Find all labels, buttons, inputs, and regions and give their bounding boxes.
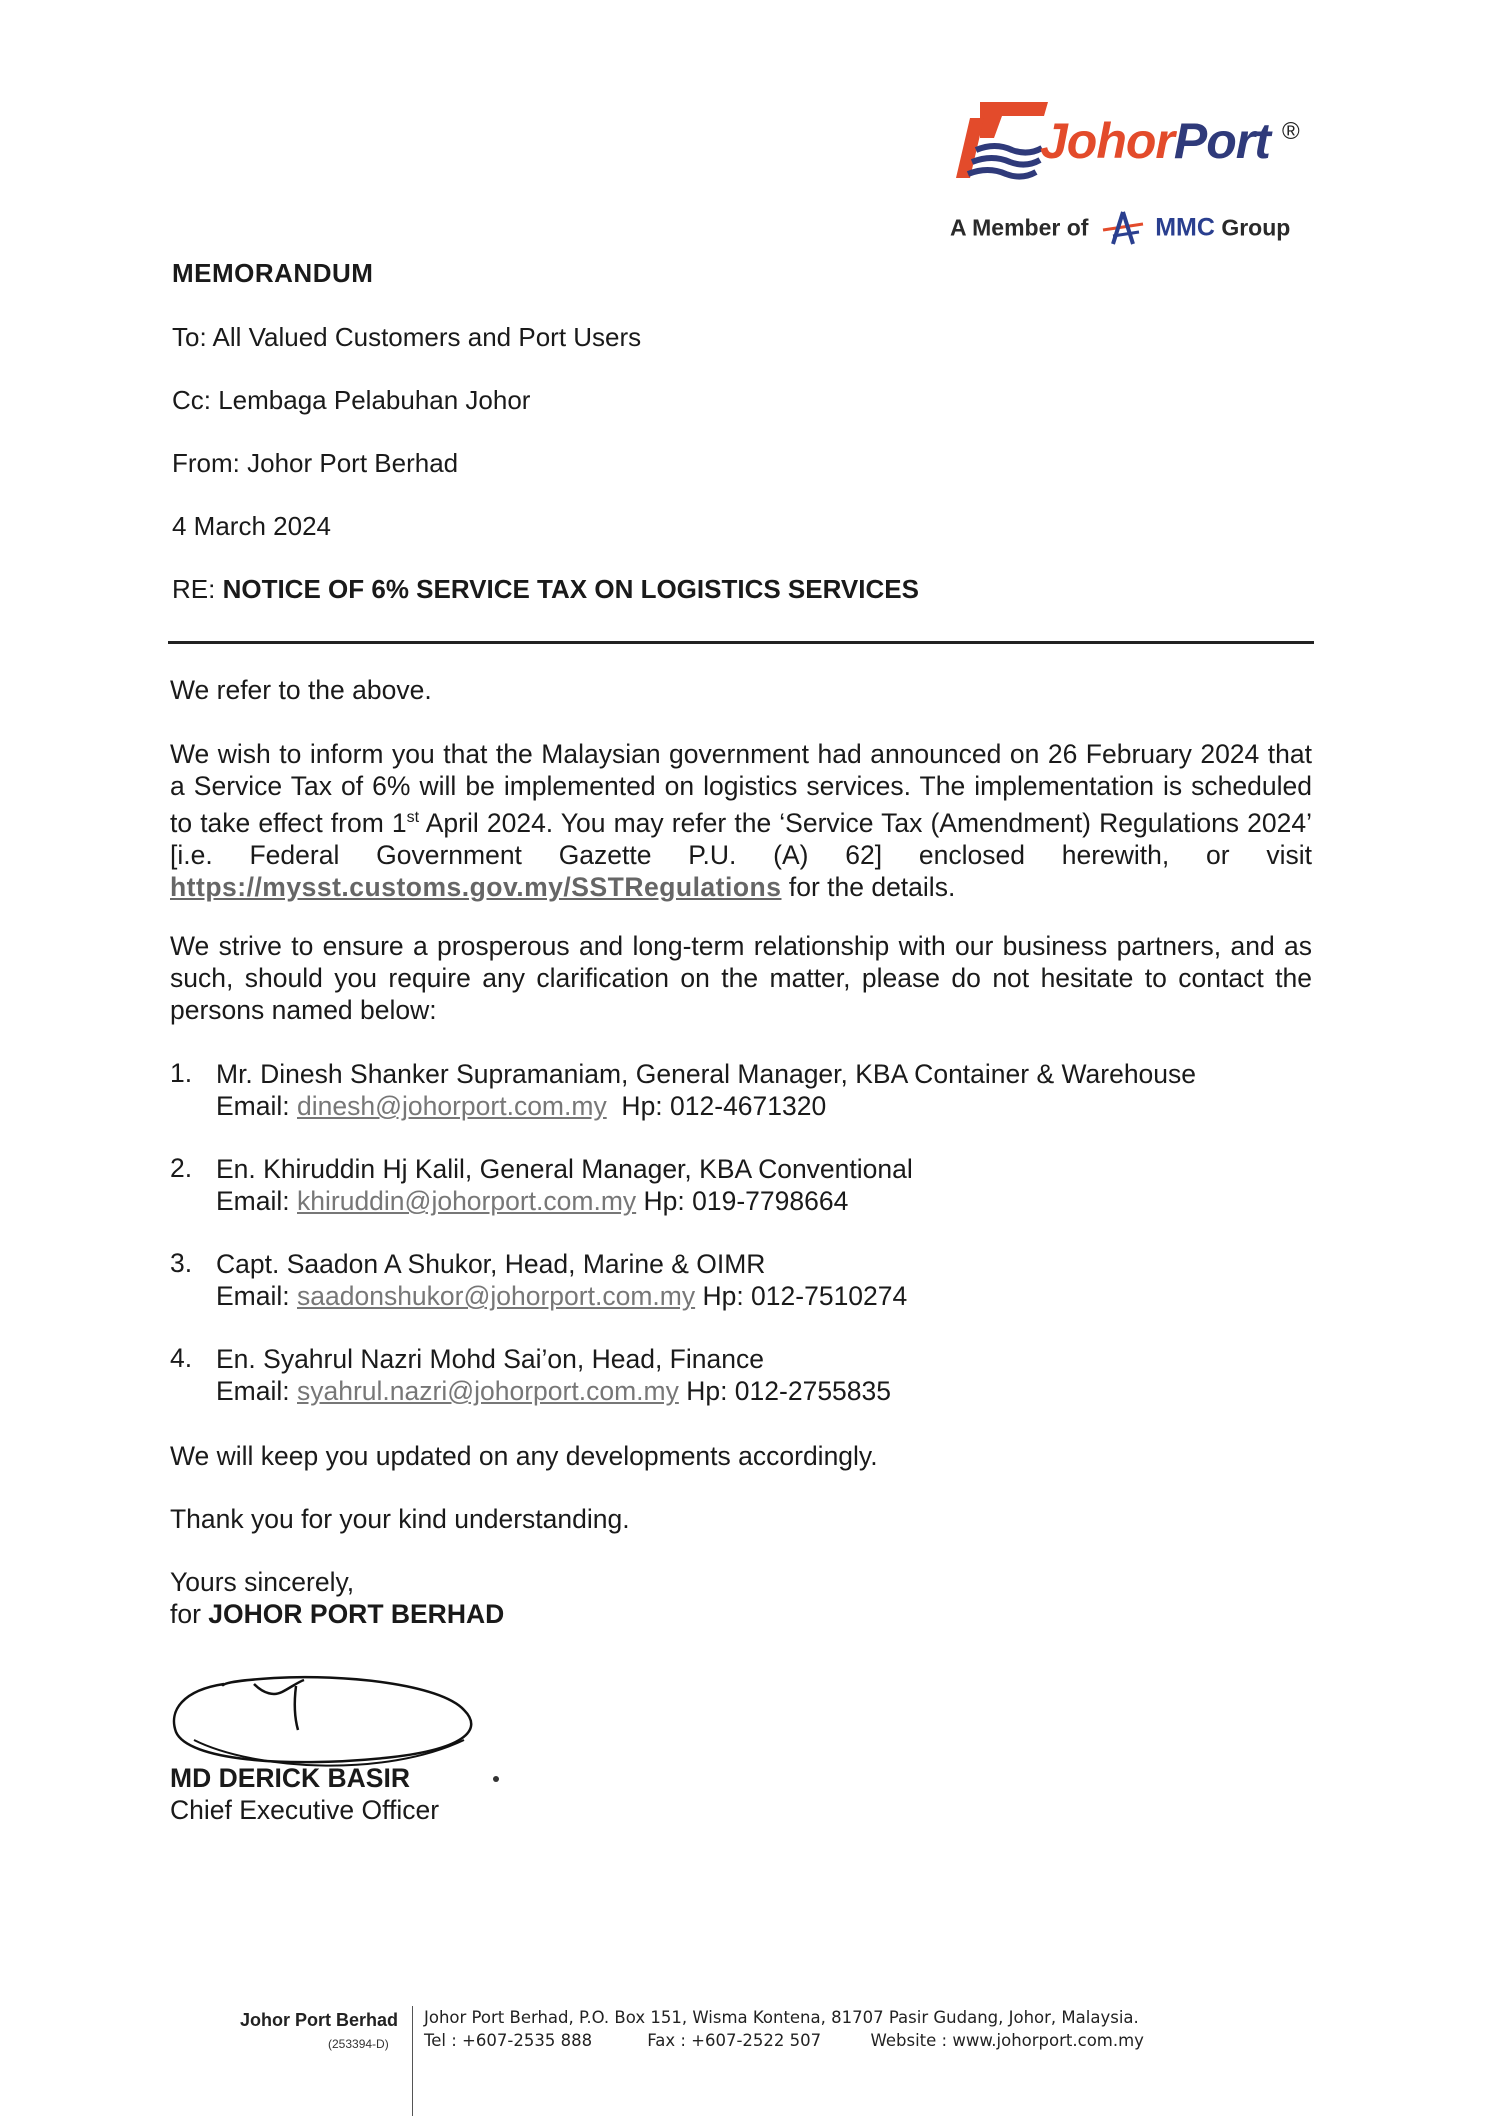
- list-number: 4.: [170, 1343, 193, 1373]
- contact-phone: Hp: 012-2755835: [678, 1376, 892, 1406]
- footer-address: Johor Port Berhad, P.O. Box 151, Wisma Kontena, 81707 Pasir Gudang, Johor, Malaysia.: [424, 2008, 1139, 2027]
- email-label: Email:: [216, 1281, 297, 1311]
- memo-title: MEMORANDUM: [172, 258, 374, 288]
- p1-text-c: for the details.: [781, 871, 956, 902]
- signatory-name: [170, 1762, 1312, 1794]
- registered-mark: ®: [1282, 118, 1300, 145]
- for-prefix: for: [170, 1599, 209, 1629]
- mmc-logo-icon: [1099, 210, 1145, 246]
- contact-name: En. Khiruddin Hj Kalil, General Manager, KBA Conventional: [216, 1154, 913, 1184]
- contact-details: [216, 1185, 913, 1217]
- footer-fax: Fax : +607-2522 507: [647, 2031, 822, 2050]
- footer-tel: Tel : +607-2535 888: [424, 2031, 593, 2050]
- contact-phone: Hp: 012-7510274: [695, 1281, 908, 1311]
- update-note: We will keep you updated on any developments accordingly.: [170, 1441, 878, 1471]
- member-prefix: A Member of: [950, 214, 1089, 241]
- contact-email-link[interactable]: khiruddin@johorport.com.my: [297, 1186, 637, 1216]
- footer-registration: (253394-D): [328, 2037, 389, 2051]
- footer-divider: [412, 2006, 413, 2116]
- tax-notice-paragraph: [170, 738, 1312, 903]
- sst-regulations-link[interactable]: https://mysst.customs.gov.my/SSTRegulations: [170, 871, 782, 902]
- contact-name: Capt. Saadon A Shukor, Head, Marine & OIMR: [216, 1249, 766, 1279]
- johorport-logo-icon: [950, 98, 1050, 190]
- relationship-paragraph: We strive to ensure a prosperous and long-term relationship with our business partners, and as such, should you require any clarification on the matter, please do not hesitate to contact the persons named below:: [170, 931, 1312, 1025]
- list-item: [216, 1058, 1196, 1122]
- re-subject: NOTICE OF 6% SERVICE TAX ON LOGISTICS SERVICES: [222, 574, 919, 604]
- company-sign-off: [170, 1598, 1312, 1630]
- footer-website[interactable]: Website : www.johorport.com.my: [870, 2031, 1144, 2050]
- signatory-position: Chief Executive Officer: [170, 1795, 440, 1825]
- email-label: Email:: [216, 1186, 297, 1216]
- member-group-suffix: Group: [1221, 214, 1291, 241]
- mmc-name: MMC: [1155, 213, 1215, 242]
- contact-phone: Hp: 019-7798664: [636, 1186, 849, 1216]
- signatory: MD DERICK BASIR: [170, 1763, 410, 1793]
- contact-details: [216, 1375, 891, 1407]
- brand-wordmark: [1040, 112, 1270, 170]
- member-of-line: [950, 210, 1290, 246]
- contact-email-link[interactable]: dinesh@johorport.com.my: [297, 1091, 607, 1121]
- contact-email-link[interactable]: syahrul.nazri@johorport.com.my: [297, 1376, 679, 1406]
- p1-text-b: April 2024. You may refer the ‘Service Tax (Amendment) Regulations 2024’ [i.e. Federal Government Gazette P.U. (A) 62] enclosed herewith, or visit: [170, 807, 1312, 870]
- list-item: [216, 1343, 891, 1407]
- list-number: 2.: [170, 1153, 193, 1183]
- sign-off: Yours sincerely,: [170, 1567, 355, 1597]
- contact-phone: Hp: 012-4671320: [606, 1091, 827, 1121]
- memo-date: 4 March 2024: [172, 511, 331, 541]
- contact-name: En. Syahrul Nazri Mohd Sai’on, Head, Finance: [216, 1344, 764, 1374]
- re-prefix: RE:: [172, 574, 223, 604]
- contact-details: [216, 1090, 1196, 1122]
- list-number: 1.: [170, 1058, 193, 1088]
- email-label: Email:: [216, 1091, 297, 1121]
- list-number: 3.: [170, 1248, 193, 1278]
- header-divider: [168, 641, 1314, 644]
- p1-superscript: st: [406, 809, 420, 826]
- contact-email-link[interactable]: saadonshukor@johorport.com.my: [297, 1281, 696, 1311]
- footer-company: Johor Port Berhad: [240, 2010, 399, 2030]
- ink-dot: [493, 1776, 499, 1782]
- memo-subject: [172, 574, 919, 605]
- memo-cc: Cc: Lembaga Pelabuhan Johor: [172, 385, 531, 415]
- footer-contacts: [424, 2031, 1144, 2050]
- brand-part-johor: Johor: [1040, 113, 1174, 169]
- intro-paragraph: We refer to the above.: [170, 675, 432, 705]
- memo-from: From: Johor Port Berhad: [172, 448, 459, 478]
- thanks-note: Thank you for your kind understanding.: [170, 1504, 630, 1534]
- contact-name: Mr. Dinesh Shanker Supramaniam, General Manager, KBA Container & Warehouse: [216, 1059, 1197, 1089]
- list-item: [216, 1248, 907, 1312]
- email-label: Email:: [216, 1376, 297, 1406]
- company-name: JOHOR PORT BERHAD: [208, 1599, 505, 1629]
- memo-to: To: All Valued Customers and Port Users: [172, 322, 642, 352]
- list-item: [216, 1153, 913, 1217]
- p1-text-a: We wish to inform you that the Malaysian government had announced on 26 February 2024 that a Service Tax of 6% will be implemented on logistics services. The implementation is scheduled to take effect from 1: [170, 739, 1312, 838]
- contact-details: [216, 1280, 907, 1312]
- brand-part-port: Port: [1173, 113, 1270, 169]
